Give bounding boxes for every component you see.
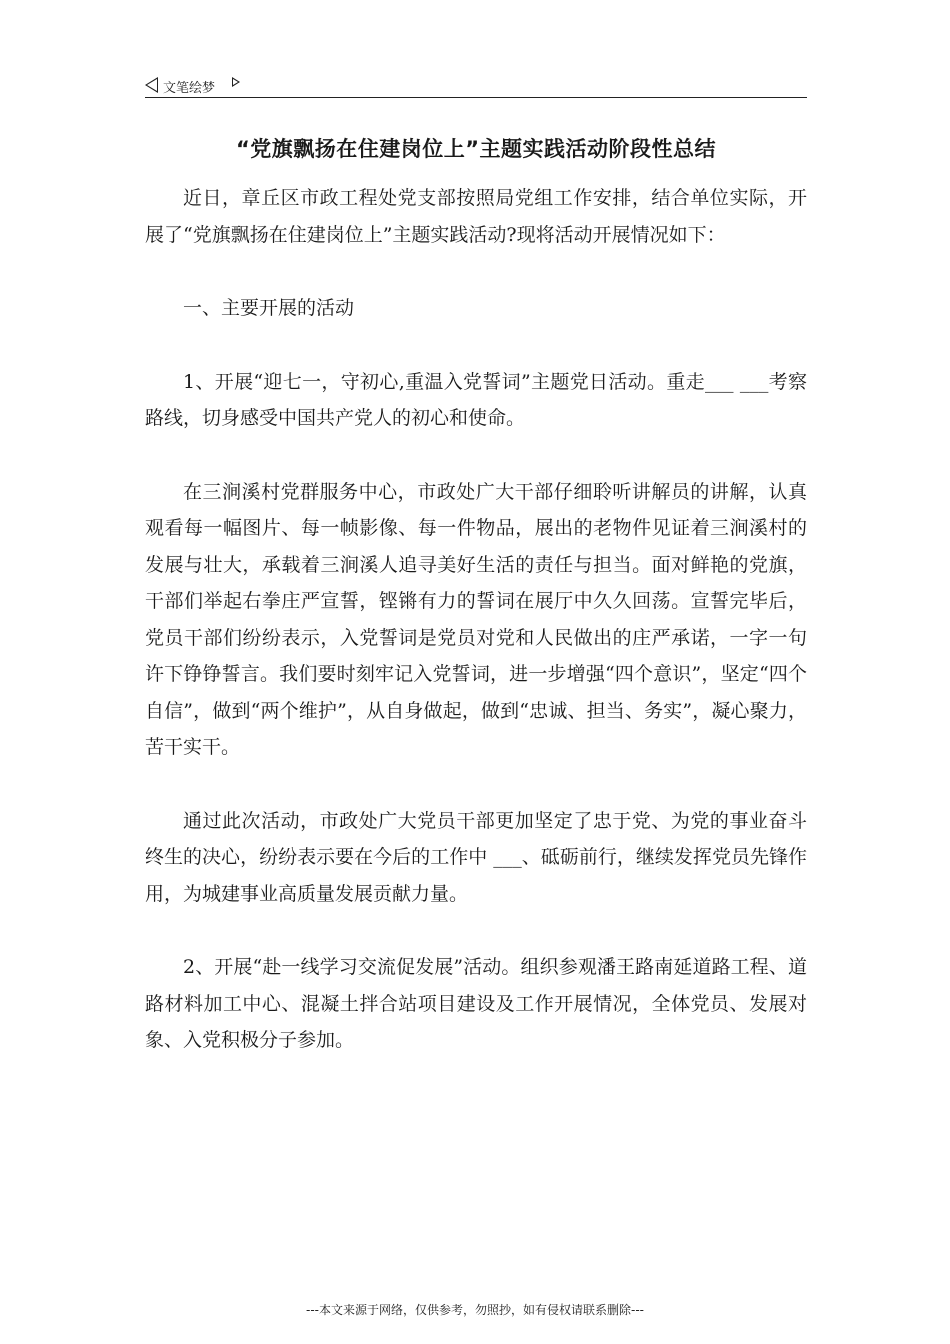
paragraph: 2、开展“赴一线学习交流促发展”活动。组织参观潘王路南延道路工程、道路材料加工中心、混凝土拌合站项目建设及工作开展情况，全体党员、发展对象、入党积极分子参加。	[145, 956, 807, 1051]
section-heading: 一、主要开展的活动	[183, 297, 355, 319]
header-divider	[145, 97, 807, 98]
document-body	[145, 180, 807, 1096]
paragraph: 在三涧溪村党群服务中心，市政处广大干部仔细聆听讲解员的讲解，认真观看每一幅图片、每一帧影像、每一件物品，展出的老物件见证着三涧溪村的发展与壮大，承载着三涧溪人追寻美好生活的责任与担当。面对鲜艳的党旗，干部们举起右拳庄严宣誓，铿锵有力的誓词在展厅中久久回荡。宣誓完毕后，党员干部们纷纷表示，入党誓词是党员对党和人民做出的庄严承诺，一字一句许下铮铮誓言。我们要时刻牢记入党誓词，进一步增强“四个意识”，坚定“四个自信”，做到“两个维护”，从自身做起，做到“忠诚、担当、务实”，凝心聚力，苦干实干。	[145, 480, 807, 758]
page-footer: ---本文来源于网络，仅供参考，勿照抄，如有侵权请联系删除---	[306, 1303, 644, 1317]
page-header	[145, 74, 807, 98]
triangle-left-icon	[145, 77, 158, 93]
triangle-right-icon	[232, 77, 240, 87]
paragraph: 通过此次活动，市政处广大党员干部更加坚定了忠于党、为党的事业奋斗终生的决心，纷纷表示要在今后的工作中 ___、砥砺前行，继续发挥党员先锋作用，为城建事业高质量发展贡献力量。	[145, 809, 807, 905]
paragraph: 近日，章丘区市政工程处党支部按照局党组工作安排，结合单位实际，开展了“党旗飘扬在住建岗位上”主题实践活动?现将活动开展情况如下：	[145, 187, 807, 246]
document-title: “党旗飘扬在住建岗位上”主题实践活动阶段性总结	[235, 137, 717, 161]
paragraph: 1、开展“迎七一，守初心,重温入党誓词”主题党日活动。重走___ ___考察路线，切身感受中国共产党人的初心和使命。	[145, 370, 807, 429]
header-logo-text: 文笔绘梦	[163, 81, 216, 96]
